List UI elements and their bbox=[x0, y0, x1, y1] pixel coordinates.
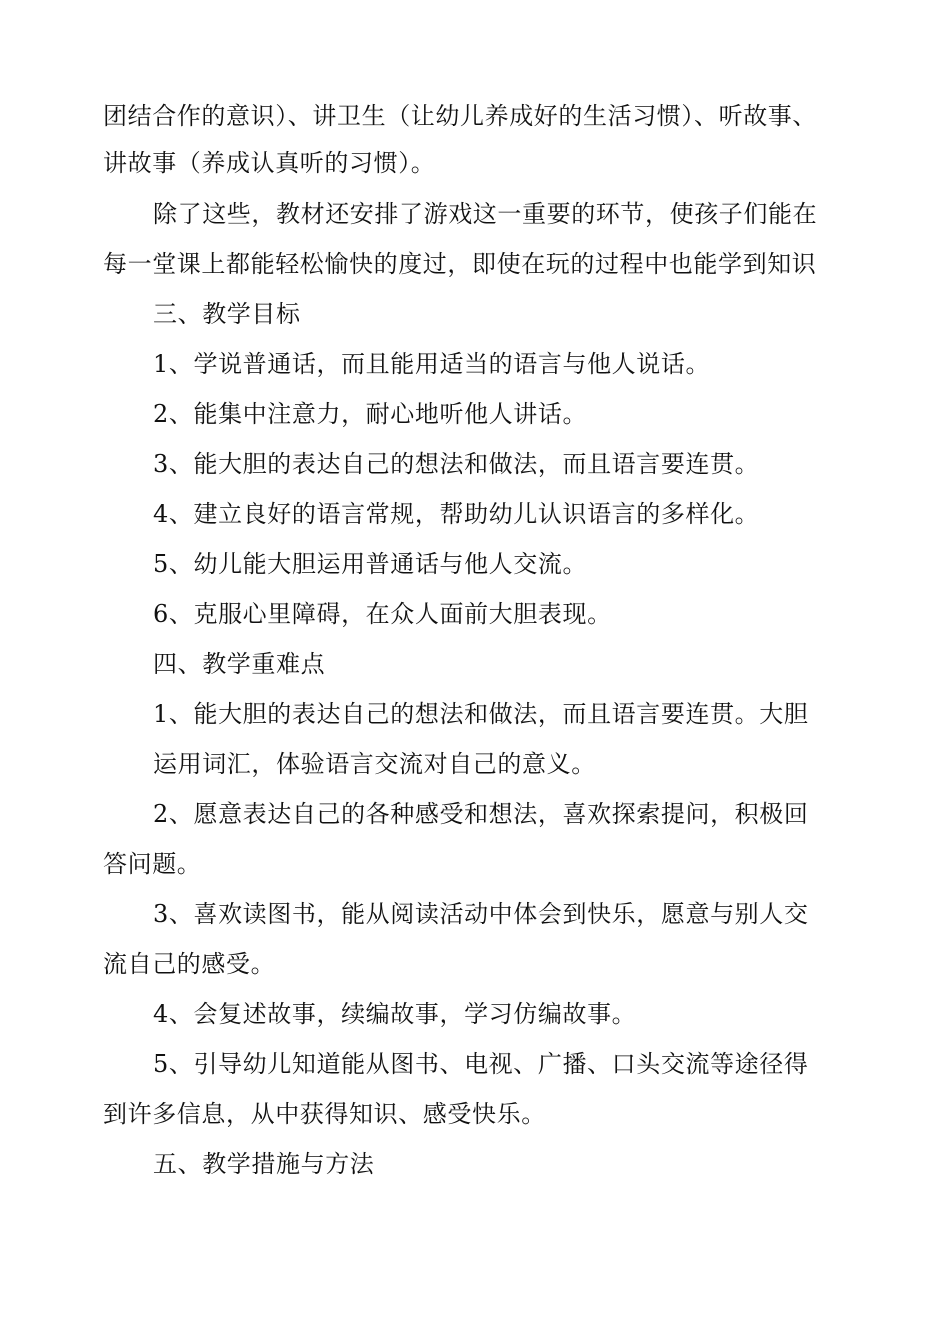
list-item: 5、幼儿能大胆运用普通话与他人交流。 bbox=[153, 550, 588, 578]
section-heading: 五、教学措施与方法 bbox=[153, 1150, 375, 1178]
list-item-continuation: 到许多信息，从中获得知识、感受快乐。 bbox=[103, 1100, 546, 1128]
list-item-continuation: 流自己的感受。 bbox=[103, 950, 276, 978]
paragraph-line: 每一堂课上都能轻松愉快的度过，即使在玩的过程中也能学到知识 bbox=[103, 250, 817, 278]
list-item: 3、能大胆的表达自己的想法和做法，而且语言要连贯。 bbox=[153, 450, 760, 478]
paragraph-line: 除了这些，教材还安排了游戏这一重要的环节，使孩子们能在 bbox=[153, 200, 818, 228]
list-item: 1、能大胆的表达自己的想法和做法，而且语言要连贯。大胆 bbox=[153, 700, 809, 728]
paragraph-line: 讲故事（养成认真听的习惯）。 bbox=[103, 149, 436, 177]
list-item: 4、会复述故事，续编故事，学习仿编故事。 bbox=[153, 1000, 637, 1028]
list-item: 4、建立良好的语言常规，帮助幼儿认识语言的多样化。 bbox=[153, 500, 760, 528]
section-heading: 四、教学重难点 bbox=[153, 650, 326, 678]
section-heading: 三、教学目标 bbox=[153, 300, 301, 328]
paragraph-line: 团结合作的意识）、讲卫生（让幼儿养成好的生活习惯）、听故事、 bbox=[103, 102, 817, 130]
list-item-continuation: 答问题。 bbox=[103, 850, 202, 878]
list-item: 2、能集中注意力，耐心地听他人讲话。 bbox=[153, 400, 588, 428]
list-item: 3、喜欢读图书，能从阅读活动中体会到快乐，愿意与别人交 bbox=[153, 900, 809, 928]
list-item: 6、克服心里障碍，在众人面前大胆表现。 bbox=[153, 600, 612, 628]
list-item: 5、引导幼儿知道能从图书、电视、广播、口头交流等途径得 bbox=[153, 1050, 809, 1078]
list-item: 2、愿意表达自己的各种感受和想法，喜欢探索提问，积极回 bbox=[153, 800, 809, 828]
list-item: 1、学说普通话，而且能用适当的语言与他人说话。 bbox=[153, 350, 711, 378]
list-item-continuation: 运用词汇，体验语言交流对自己的意义。 bbox=[153, 750, 596, 778]
